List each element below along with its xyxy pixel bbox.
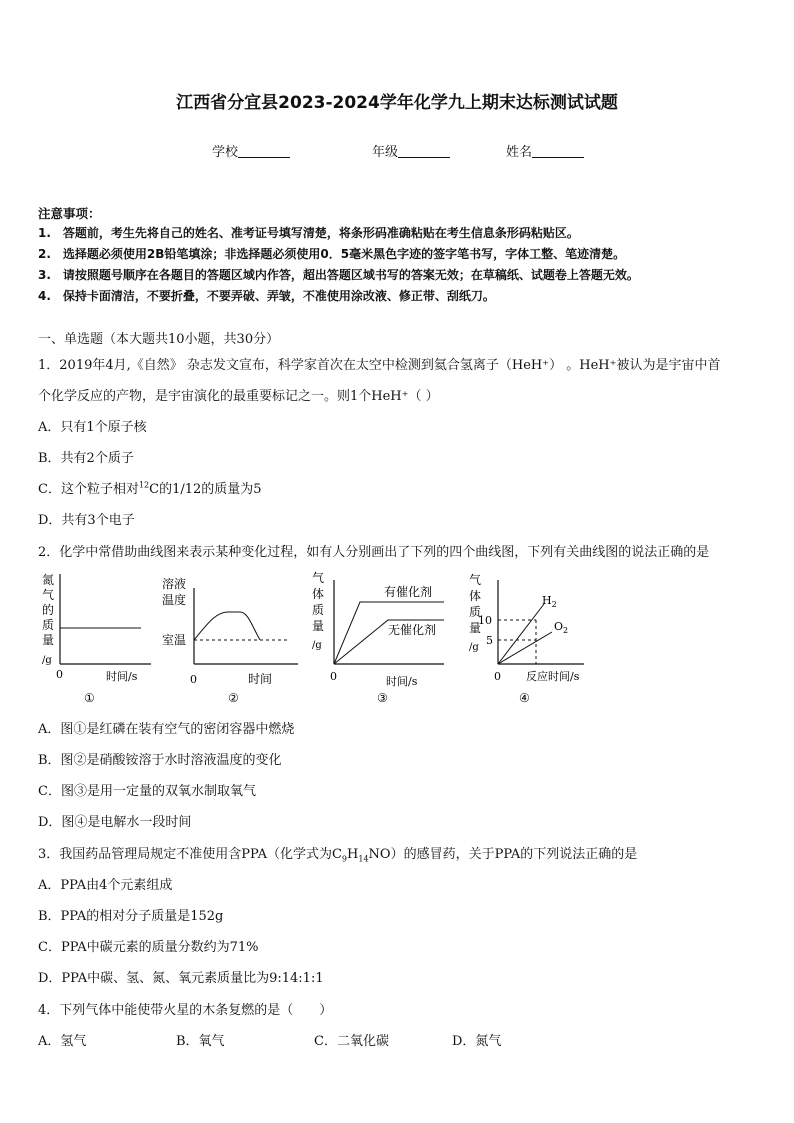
g4-label-o2: $O_2$ xyxy=(554,620,569,635)
g4-line-o2 xyxy=(498,632,552,664)
graph-2 xyxy=(162,576,298,705)
grade-field[interactable]: 年级 xyxy=(372,141,450,160)
q2-option-a[interactable]: A．图①是红磷在装有空气的密闭容器中燃烧 xyxy=(38,722,295,737)
g3-ylabel-4: 量 xyxy=(312,619,325,633)
q2-option-b[interactable]: B．图②是硝酸铵溶于水时溶液温度的变化 xyxy=(38,753,282,768)
g3-ylabel-2: 体 xyxy=(312,587,325,601)
g4-line-h2 xyxy=(498,604,544,664)
name-field[interactable]: 姓名 xyxy=(506,141,584,160)
g2-number: ② xyxy=(228,691,239,705)
g4-number: ④ xyxy=(519,691,530,705)
q1-option-c[interactable]: C．这个粒子相对$^{12}$C的1/12的质量为5 xyxy=(38,480,262,497)
q2-option-d[interactable]: D．图④是电解水一段时间 xyxy=(38,815,192,830)
q1-option-b[interactable]: B．共有2个质子 xyxy=(38,451,134,466)
g3-xlabel: 时间/s xyxy=(386,675,418,688)
g2-room-temp: 室温 xyxy=(162,633,187,647)
q3-option-a[interactable]: A．PPA由4个元素组成 xyxy=(38,878,173,893)
school-blank[interactable] xyxy=(238,145,290,158)
q3-option-c[interactable]: C．PPA中碳元素的质量分数约为71% xyxy=(38,940,259,955)
g1-ylabel-unit: /g xyxy=(42,655,52,666)
page-title: 江西省分宜县2023-2024学年化学九上期末达标测试试题 xyxy=(176,93,618,113)
notes-heading: 注意事项： xyxy=(38,206,101,221)
g4-xlabel: 反应时间/s xyxy=(526,670,580,683)
q1-option-a[interactable]: A．只有1个原子核 xyxy=(38,420,147,435)
g1-number: ① xyxy=(84,691,95,705)
grade-blank[interactable] xyxy=(398,145,450,158)
q4-stem: 4．下列气体中能使带火星的木条复燃的是（ ） xyxy=(38,1003,333,1018)
g4-tick-10: 10 xyxy=(478,614,492,627)
g1-ylabel-3: 的 xyxy=(42,603,55,617)
name-blank[interactable] xyxy=(532,145,584,158)
g1-ylabel-1: 氮 xyxy=(42,573,55,587)
g3-ylabel-1: 气 xyxy=(312,571,325,585)
g4-ylabel-2: 体 xyxy=(469,589,482,603)
q4-option-a[interactable]: A．氢气 xyxy=(38,1034,87,1049)
g4-tick-5: 5 xyxy=(486,634,493,647)
g1-xlabel: 时间/s xyxy=(106,670,138,683)
g3-label-catalyst: 有催化剂 xyxy=(384,585,433,599)
note-item: 3. 请按照题号顺序在各题目的答题区域内作答，超出答题区域书写的答案无效；在草稿纸、试题卷上答题无效。 xyxy=(38,268,639,282)
q4-option-c[interactable]: C．二氧化碳 xyxy=(314,1034,389,1049)
school-field[interactable]: 学校 xyxy=(212,141,290,160)
q2-option-c[interactable]: C．图③是用一定量的双氧水制取氧气 xyxy=(38,784,256,799)
g4-ylabel-1: 气 xyxy=(469,573,482,587)
g4-ylabel-4: 量 xyxy=(469,621,482,635)
g3-ylabel-3: 质 xyxy=(312,603,325,617)
g4-origin: 0 xyxy=(494,670,501,683)
g4-label-h2: $H_2$ xyxy=(542,594,557,609)
q1-stem-line2: 个化学反应的产物，是宇宙演化的最重要标记之一。则1个HeH⁺（ ） xyxy=(38,389,439,404)
note-item: 4. 保持卡面清洁，不要折叠，不要弄破、弄皱，不准使用涂改液、修正带、刮纸刀。 xyxy=(38,289,495,303)
q1-option-d[interactable]: D．共有3个电子 xyxy=(38,513,135,528)
g2-xlabel: 时间 xyxy=(248,672,273,686)
graph-3 xyxy=(312,570,444,705)
q4-option-b[interactable]: B．氧气 xyxy=(176,1034,225,1049)
q2-graphs-figure xyxy=(36,568,596,708)
g3-origin: 0 xyxy=(330,670,337,683)
q3-stem: 3．我国药品管理局规定不准使用含PPA（化学式为$C_9H_{14}NO$）的感冒药，关于PPA的下列说法正确的是 xyxy=(38,847,638,864)
section-heading: 一、单选题（本大题共10小题，共30分） xyxy=(38,332,280,347)
g2-curve xyxy=(194,612,260,640)
g1-origin: 0 xyxy=(56,668,63,681)
q4-option-d[interactable]: D．氮气 xyxy=(452,1034,502,1049)
q3-option-b[interactable]: B．PPA的相对分子质量是152g xyxy=(38,909,224,924)
g4-ylabel-3: 质 xyxy=(469,605,482,619)
note-item: 2. 选择题必须使用2B铅笔填涂；非选择题必须使用0．5毫米黑色字迹的签字笔书写，字体工整、笔迹清楚。 xyxy=(38,247,626,261)
q3-option-d[interactable]: D．PPA中碳、氢、氮、氧元素质量比为9:14:1:1 xyxy=(38,971,324,986)
g1-ylabel-4: 质 xyxy=(42,618,55,632)
g1-ylabel-5: 量 xyxy=(42,633,55,647)
g4-ylabel-unit: /g xyxy=(469,642,479,653)
g3-ylabel-unit: /g xyxy=(312,640,322,651)
g1-ylabel-2: 气 xyxy=(42,588,55,602)
note-item: 1. 答题前，考生先将自己的姓名、准考证号填写清楚，将条形码准确粘贴在考生信息条形码粘贴区。 xyxy=(38,226,579,240)
graph-4 xyxy=(469,572,584,705)
g3-label-no-catalyst: 无催化剂 xyxy=(388,623,437,637)
graph-1 xyxy=(42,573,151,705)
g2-ylabel-1: 溶液 xyxy=(162,577,187,591)
g2-ylabel-2: 温度 xyxy=(162,593,187,607)
q1-stem-line1: 1．2019年4月,《自然》 杂志发文宣布，科学家首次在太空中检测到氦合氢离子（HeH⁺） 。HeH⁺被认为是宇宙中首 xyxy=(38,358,721,373)
g2-origin: 0 xyxy=(190,673,197,686)
q2-stem: 2．化学中常借助曲线图来表示某种变化过程，如有人分别画出了下列的四个曲线图，下列有关曲线图的说法正确的是 xyxy=(38,545,710,560)
g3-number: ③ xyxy=(377,691,388,705)
